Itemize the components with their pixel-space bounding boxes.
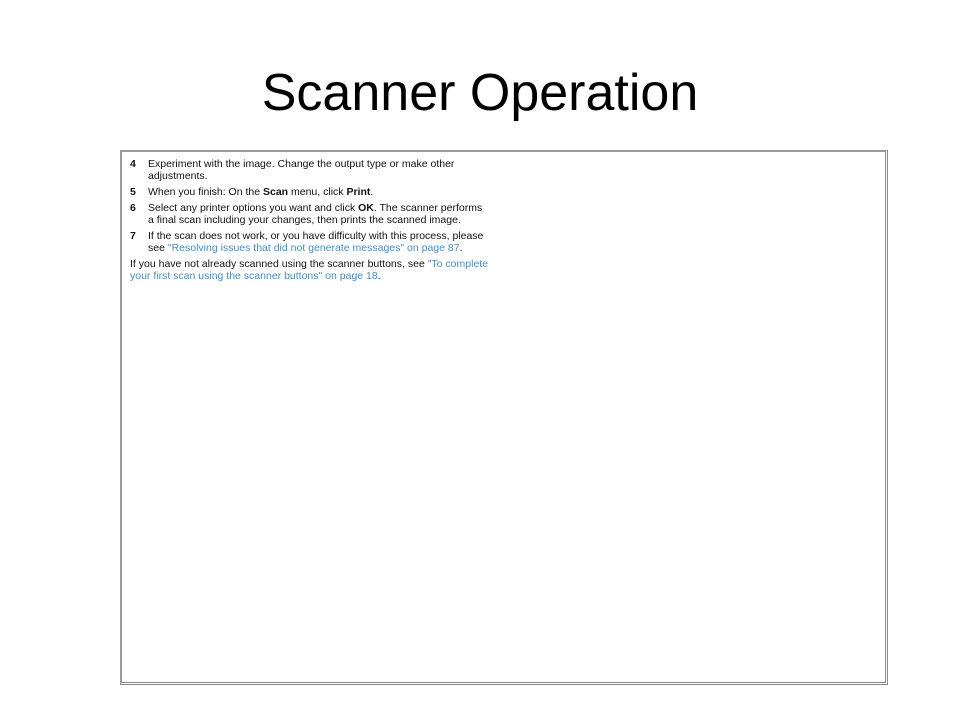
step-number: 4 <box>130 158 136 170</box>
step-number: 7 <box>130 230 136 242</box>
resolving-issues-link[interactable]: "Resolving issues that did not generate messages" on page 87 <box>167 242 460 254</box>
step-text-part: . <box>459 242 463 254</box>
step-6 <box>130 202 490 226</box>
note-text-part: If you have not already scanned using the scanner buttons, see <box>130 258 428 270</box>
ok-button-label: OK <box>358 202 374 214</box>
step-number: 6 <box>130 202 136 214</box>
step-4 <box>130 158 490 182</box>
print-command-label: Print <box>346 186 371 198</box>
document-content <box>130 158 490 282</box>
step-text-part: When you finish: On the <box>148 186 263 198</box>
step-number: 5 <box>130 186 136 198</box>
step-5 <box>130 186 490 198</box>
step-text <box>148 202 490 226</box>
slide-title: Scanner Operation <box>261 64 699 122</box>
step-text: Experiment with the image. Change the output type or make other adjustments. <box>148 158 455 182</box>
document-screenshot <box>120 150 888 685</box>
first-scan-note <box>130 258 490 282</box>
scan-menu-label: Scan <box>262 186 289 198</box>
step-text-part: menu, click <box>288 186 347 198</box>
step-text-part: Select any printer options you want and click <box>148 202 359 214</box>
step-text-part: . The scanner performs a final scan including your changes, then prints the scanned image. <box>148 202 483 226</box>
step-text-part: If the scan does not work, or you have difficulty with this process, please see <box>148 230 484 254</box>
first-scan-link[interactable]: "To complete your first scan using the scanner buttons" on page 18 <box>130 258 489 282</box>
step-text-part: . <box>370 186 374 198</box>
step-text <box>148 230 490 254</box>
note-text-part: . <box>377 270 381 282</box>
step-7 <box>130 230 490 254</box>
step-text <box>148 186 490 198</box>
